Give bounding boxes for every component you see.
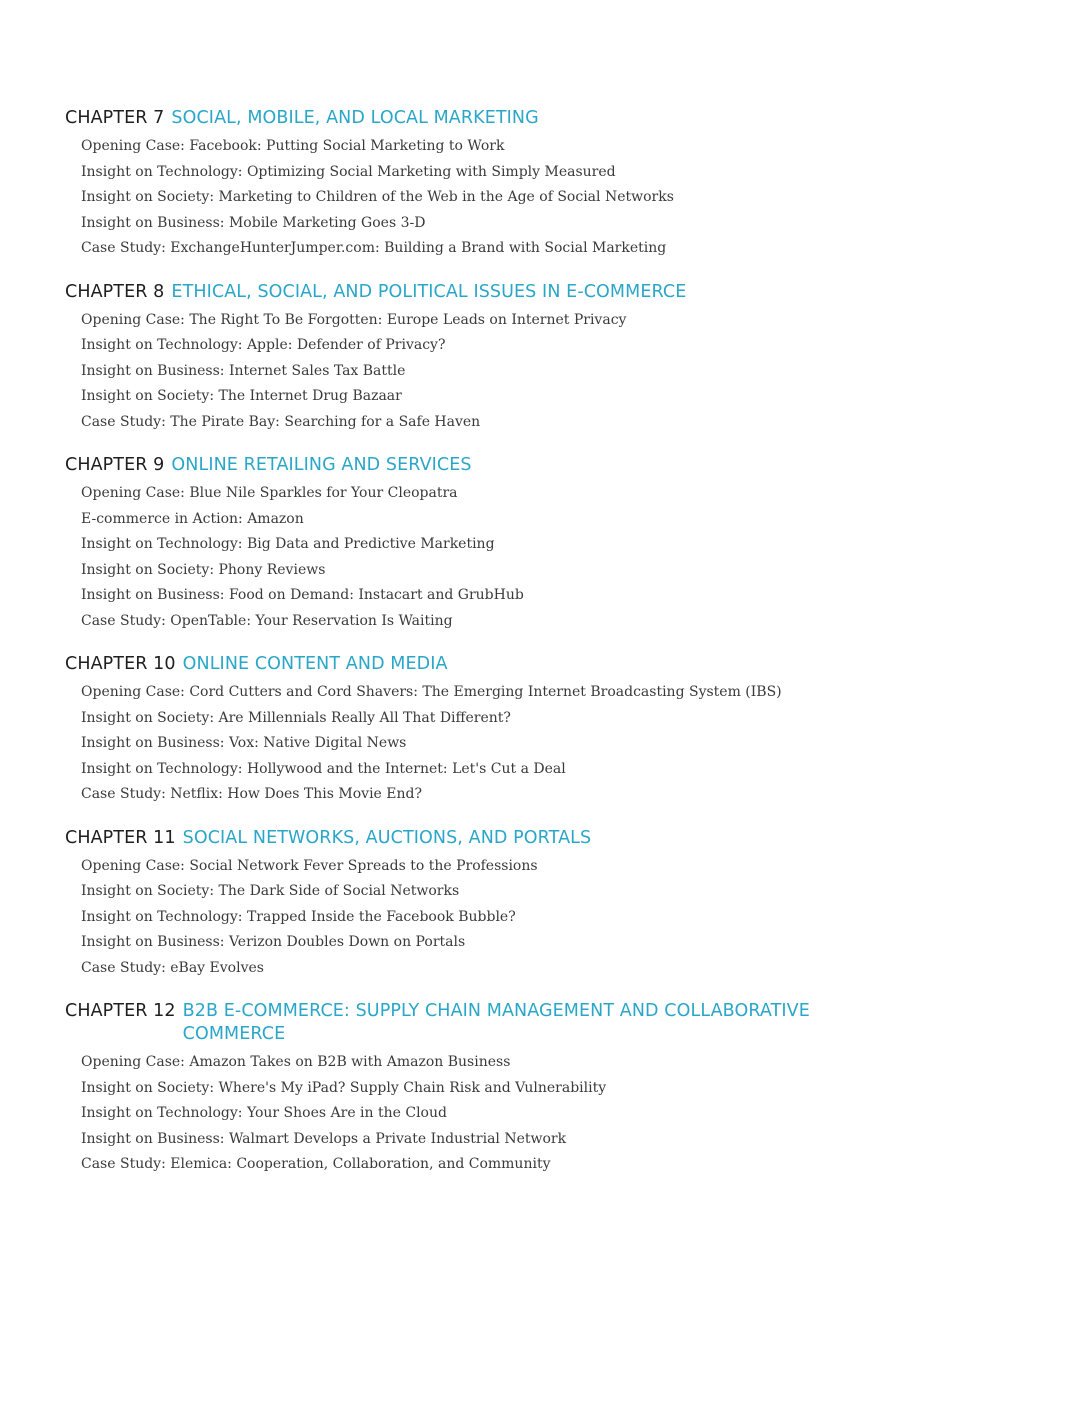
list-item: Case Study: eBay Evolves [81,959,264,976]
list-item: Insight on Business: Internet Sales Tax Battle [81,362,406,379]
list-item: Insight on Society: Marketing to Children of the Web in the Age of Social Networks [81,189,674,205]
list-item: Opening Case: Amazon Takes on B2B with Amazon Business [81,1054,511,1070]
chapter-title: ONLINE RETAILING AND SERVICES [171,455,472,475]
chapter-title: SOCIAL, MOBILE, AND LOCAL MARKETING [171,108,539,128]
list-item: Insight on Technology: Big Data and Predictive Marketing [81,536,495,552]
chapter-title: SOCIAL NETWORKS, AUCTIONS, AND PORTALS [182,827,592,848]
list-item: Insight on Society: Are Millennials Really All That Different? [81,709,511,726]
chapter-label: CHAPTER 12 [65,1001,176,1021]
list-item: Insight on Technology: Optimizing Social Marketing with Simply Measured [81,163,616,180]
chapter-heading [65,827,1025,850]
list-item: Insight on Society: The Internet Drug Bazaar [81,388,402,404]
chapter-feature-list [65,854,1025,982]
chapter-label: CHAPTER 10 [65,654,176,674]
chapter-title: ONLINE CONTENT AND MEDIA [182,654,448,674]
chapter-12-section [65,1000,1025,1178]
chapter-9-section [65,454,1025,634]
list-item: Insight on Business: Food on Demand: Instacart and GrubHub [81,587,524,603]
list-item: Case Study: OpenTable: Your Reservation Is Waiting [81,612,453,629]
chapter-feature-list [65,134,1025,262]
chapter-heading [65,281,1025,304]
list-item: Insight on Business: Mobile Marketing Goes 3-D [81,214,426,231]
chapter-feature-list [65,481,1025,634]
chapter-label: CHAPTER 8 [65,281,165,302]
chapter-label: CHAPTER 7 [65,108,165,128]
list-item: Case Study: The Pirate Bay: Searching for a Safe Haven [81,413,481,430]
list-item: Insight on Technology: Trapped Inside the Facebook Bubble? [81,908,516,925]
chapter-title: ETHICAL, SOCIAL, AND POLITICAL ISSUES IN E-COMMERCE [171,281,687,302]
chapter-heading [65,1000,1025,1046]
list-item: Case Study: Netflix: How Does This Movie End? [81,786,422,802]
chapter-label: CHAPTER 11 [65,827,176,848]
chapter-feature-list [65,1050,1025,1178]
list-item: Case Study: ExchangeHunterJumper.com: Building a Brand with Social Marketing [81,240,667,256]
chapter-11-section [65,827,1025,982]
list-item: E-commerce in Action: Amazon [81,510,304,527]
chapter-heading [65,454,1025,477]
list-item: Opening Case: Facebook: Putting Social Marketing to Work [81,138,505,154]
list-item: Opening Case: The Right To Be Forgotten: Europe Leads on Internet Privacy [81,311,627,328]
chapter-7-section [65,107,1025,262]
list-item: Opening Case: Blue Nile Sparkles for Your Cleopatra [81,485,458,501]
list-item: Case Study: Elemica: Cooperation, Collaboration, and Community [81,1156,551,1172]
chapter-title: B2B E-COMMERCE: SUPPLY CHAIN MANAGEMENT AND COLLABORATIVE COMMERCE [182,1001,810,1044]
chapter-10-section [65,653,1025,808]
chapter-feature-list [65,308,1025,436]
list-item: Insight on Technology: Apple: Defender of Privacy? [81,337,446,353]
list-item: Insight on Business: Verizon Doubles Down on Portals [81,934,466,950]
list-item: Insight on Society: Phony Reviews [81,561,326,578]
chapter-heading [65,107,1025,130]
list-item: Insight on Society: Where's My iPad? Supply Chain Risk and Vulnerability [81,1079,607,1096]
list-item: Insight on Technology: Your Shoes Are in the Cloud [81,1105,447,1121]
chapter-feature-list [65,680,1025,808]
chapter-label: CHAPTER 9 [65,455,165,475]
list-item: Opening Case: Cord Cutters and Cord Shavers: The Emerging Internet Broadcasting System (IBS) [81,684,782,700]
chapter-heading [65,653,1025,676]
list-item: Insight on Business: Vox: Native Digital News [81,735,407,751]
list-item: Insight on Society: The Dark Side of Social Networks [81,883,460,899]
list-item: Opening Case: Social Network Fever Spreads to the Professions [81,857,538,874]
chapter-8-section [65,281,1025,436]
list-item: Insight on Business: Walmart Develops a Private Industrial Network [81,1130,567,1147]
list-item: Insight on Technology: Hollywood and the Internet: Let's Cut a Deal [81,760,566,777]
table-of-contents [65,107,1025,1197]
